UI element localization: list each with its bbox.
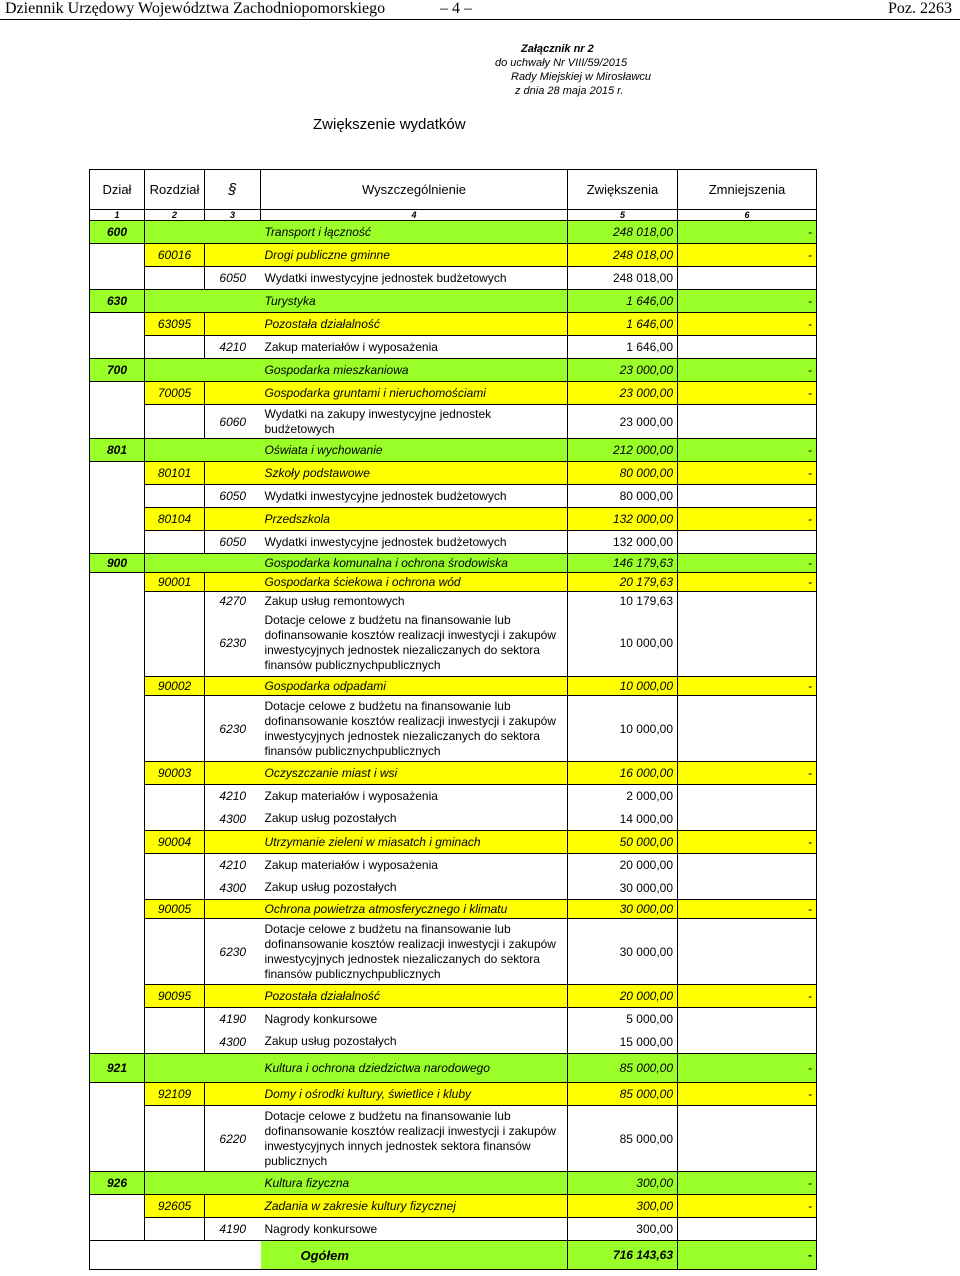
- decrease-value: [678, 592, 817, 611]
- rozdzial-row: [90, 831, 817, 854]
- header-divider: [0, 19, 960, 20]
- dzial-row: [90, 221, 817, 244]
- increase-value: 16 000,00: [568, 762, 678, 785]
- increase-value: 2 000,00: [568, 785, 678, 808]
- dzial-cell: [90, 877, 145, 900]
- decrease-value: [678, 808, 817, 831]
- paragraf-description: Zakup materiałów i wyposażenia: [261, 785, 568, 808]
- rozdzial-cell: [145, 221, 205, 244]
- paragraf-row: [90, 1008, 817, 1031]
- rozdzial-code: 90004: [145, 831, 205, 854]
- dzial-name: Kultura i ochrona dziedzictwa narodowego: [261, 1054, 568, 1083]
- decrease-value: [678, 1106, 817, 1172]
- dzial-row: [90, 554, 817, 573]
- dzial-cell: [90, 919, 145, 985]
- paragraf-cell: [205, 1054, 261, 1083]
- paragraf-cell: [205, 762, 261, 785]
- paragraf-row: [90, 336, 817, 359]
- dzial-code: 921: [90, 1054, 145, 1083]
- rozdzial-cell: [145, 877, 205, 900]
- rozdzial-cell: [145, 336, 205, 359]
- dzial-row: [90, 1172, 817, 1195]
- decrease-value: [678, 1031, 817, 1054]
- total-spacer: [90, 1241, 261, 1270]
- rozdzial-cell: [145, 854, 205, 877]
- dzial-code: 801: [90, 439, 145, 462]
- rozdzial-code: 90001: [145, 573, 205, 592]
- decrease-value: -: [678, 439, 817, 462]
- paragraf-description: Dotacje celowe z budżetu na finansowanie lub dofinansowanie kosztów realizacji inwestycji i zakupów inwestycyjnych innych jednostek sektora finansów publicznych: [261, 1106, 568, 1172]
- rozdzial-name: Gospodarka gruntami i nieruchomościami: [261, 382, 568, 405]
- increase-value: 20 000,00: [568, 985, 678, 1008]
- dzial-cell: [90, 1031, 145, 1054]
- paragraf-code: 6220: [205, 1106, 261, 1172]
- annex-number: Załącznik nr 2: [521, 43, 594, 55]
- paragraf-cell: [205, 462, 261, 485]
- paragraf-code: 4190: [205, 1218, 261, 1241]
- paragraf-description: Nagrody konkursowe: [261, 1008, 568, 1031]
- rozdzial-cell: [145, 405, 205, 439]
- increase-value: 80 000,00: [568, 462, 678, 485]
- table-header-row: [90, 170, 817, 210]
- paragraf-cell: [205, 359, 261, 382]
- increase-value: 10 179,63: [568, 592, 678, 611]
- rozdzial-cell: [145, 696, 205, 762]
- dzial-cell: [90, 1195, 145, 1218]
- journal-header: [0, 0, 960, 20]
- increase-value: 50 000,00: [568, 831, 678, 854]
- increase-value: 10 000,00: [568, 696, 678, 762]
- dzial-cell: [90, 382, 145, 405]
- decrease-value: -: [678, 1195, 817, 1218]
- paragraf-code: 4300: [205, 808, 261, 831]
- rozdzial-cell: [145, 439, 205, 462]
- rozdzial-cell: [145, 554, 205, 573]
- rozdzial-row: [90, 1195, 817, 1218]
- rozdzial-cell: [145, 611, 205, 677]
- increase-value: 248 018,00: [568, 267, 678, 290]
- dzial-row: [90, 290, 817, 313]
- paragraf-cell: [205, 1083, 261, 1106]
- dzial-cell: [90, 854, 145, 877]
- paragraf-code: 4210: [205, 336, 261, 359]
- page-title: Zwiększenie wydatków: [313, 116, 466, 133]
- paragraf-code: 6230: [205, 919, 261, 985]
- rozdzial-row: [90, 900, 817, 919]
- page-number: – 4 –: [440, 0, 472, 17]
- paragraf-row: [90, 808, 817, 831]
- rozdzial-code: 70005: [145, 382, 205, 405]
- paragraf-row: [90, 877, 817, 900]
- rozdzial-code: 92109: [145, 1083, 205, 1106]
- journal-title: Dziennik Urzędowy Województwa Zachodniopomorskiego: [5, 0, 386, 17]
- paragraf-code: 6050: [205, 485, 261, 508]
- dzial-cell: [90, 762, 145, 785]
- rozdzial-row: [90, 244, 817, 267]
- decrease-value: -: [678, 1083, 817, 1106]
- increase-value: 30 000,00: [568, 877, 678, 900]
- paragraf-description: Zakup usług pozostałych: [261, 877, 568, 900]
- paragraf-code: 4210: [205, 785, 261, 808]
- rozdzial-code: 90095: [145, 985, 205, 1008]
- paragraf-cell: [205, 439, 261, 462]
- dzial-cell: [90, 831, 145, 854]
- expenditure-table: [89, 169, 817, 1270]
- increase-value: 10 000,00: [568, 611, 678, 677]
- paragraf-description: Dotacje celowe z budżetu na finansowanie lub dofinansowanie kosztów realizacji inwestycji i zakupów inwestycyjnych jednostek niezaliczanych do sektora finansów publicznychpublicznych: [261, 611, 568, 677]
- paragraf-description: Wydatki na zakupy inwestycyjne jednostek budżetowych: [261, 405, 568, 439]
- annex-council: Rady Miejskiej w Mirosławcu: [511, 71, 651, 83]
- rozdzial-code: 90002: [145, 677, 205, 696]
- increase-value: 132 000,00: [568, 508, 678, 531]
- rozdzial-cell: [145, 1054, 205, 1083]
- decrease-value: [678, 267, 817, 290]
- paragraf-row: [90, 531, 817, 554]
- rozdzial-cell: [145, 1172, 205, 1195]
- dzial-cell: [90, 677, 145, 696]
- paragraf-cell: [205, 1172, 261, 1195]
- dzial-code: 926: [90, 1172, 145, 1195]
- paragraf-row: [90, 785, 817, 808]
- rozdzial-name: Drogi publiczne gminne: [261, 244, 568, 267]
- dzial-cell: [90, 696, 145, 762]
- dzial-cell: [90, 592, 145, 611]
- decrease-value: [678, 1218, 817, 1241]
- increase-value: 300,00: [568, 1195, 678, 1218]
- decrease-value: -: [678, 244, 817, 267]
- dzial-cell: [90, 508, 145, 531]
- col-opis: Wyszczególnienie: [261, 170, 568, 210]
- paragraf-code: 4300: [205, 877, 261, 900]
- dzial-code: 600: [90, 221, 145, 244]
- decrease-value: [678, 485, 817, 508]
- decrease-value: -: [678, 900, 817, 919]
- paragraf-row: [90, 405, 817, 439]
- paragraf-code: 4270: [205, 592, 261, 611]
- paragraf-cell: [205, 1195, 261, 1218]
- decrease-value: [678, 696, 817, 762]
- dzial-code: 900: [90, 554, 145, 573]
- decrease-value: [678, 854, 817, 877]
- rozdzial-cell: [145, 592, 205, 611]
- rozdzial-code: 90003: [145, 762, 205, 785]
- col-number: 4: [261, 210, 568, 221]
- paragraf-row: [90, 1106, 817, 1172]
- dzial-name: Turystyka: [261, 290, 568, 313]
- col-number: 2: [145, 210, 205, 221]
- dzial-name: Gospodarka mieszkaniowa: [261, 359, 568, 382]
- dzial-name: Transport i łączność: [261, 221, 568, 244]
- decrease-value: -: [678, 554, 817, 573]
- increase-value: 23 000,00: [568, 405, 678, 439]
- annex-note: [495, 42, 651, 98]
- increase-value: 85 000,00: [568, 1106, 678, 1172]
- paragraf-row: [90, 854, 817, 877]
- rozdzial-cell: [145, 1106, 205, 1172]
- decrease-value: -: [678, 1054, 817, 1083]
- decrease-value: -: [678, 573, 817, 592]
- rozdzial-cell: [145, 1218, 205, 1241]
- paragraf-cell: [205, 508, 261, 531]
- rozdzial-name: Domy i ośrodki kultury, świetlice i kluby: [261, 1083, 568, 1106]
- paragraf-cell: [205, 831, 261, 854]
- rozdzial-name: Przedszkola: [261, 508, 568, 531]
- rozdzial-row: [90, 462, 817, 485]
- dzial-cell: [90, 462, 145, 485]
- increase-value: 23 000,00: [568, 382, 678, 405]
- rozdzial-cell: [145, 359, 205, 382]
- paragraf-description: Dotacje celowe z budżetu na finansowanie lub dofinansowanie kosztów realizacji inwestycji i zakupów inwestycyjnych jednostek niezaliczanych do sektora finansów publicznychpublicznych: [261, 696, 568, 762]
- rozdzial-row: [90, 985, 817, 1008]
- increase-value: 248 018,00: [568, 221, 678, 244]
- rozdzial-name: Gospodarka odpadami: [261, 677, 568, 696]
- paragraf-row: [90, 696, 817, 762]
- dzial-cell: [90, 1008, 145, 1031]
- increase-value: 300,00: [568, 1172, 678, 1195]
- dzial-cell: [90, 1218, 145, 1241]
- paragraf-code: 6050: [205, 531, 261, 554]
- dzial-cell: [90, 336, 145, 359]
- paragraf-description: Zakup materiałów i wyposażenia: [261, 854, 568, 877]
- dzial-row: [90, 439, 817, 462]
- decrease-value: [678, 785, 817, 808]
- increase-value: 30 000,00: [568, 919, 678, 985]
- table-body: [90, 221, 817, 1241]
- decrease-value: -: [678, 985, 817, 1008]
- increase-value: 85 000,00: [568, 1083, 678, 1106]
- decrease-value: -: [678, 382, 817, 405]
- decrease-value: -: [678, 762, 817, 785]
- col-rozdzial: Rozdział: [145, 170, 205, 210]
- paragraf-description: Nagrody konkursowe: [261, 1218, 568, 1241]
- paragraf-cell: [205, 382, 261, 405]
- rozdzial-cell: [145, 267, 205, 290]
- paragraf-cell: [205, 554, 261, 573]
- increase-value: 14 000,00: [568, 808, 678, 831]
- paragraf-cell: [205, 900, 261, 919]
- increase-value: 80 000,00: [568, 485, 678, 508]
- increase-value: 20 000,00: [568, 854, 678, 877]
- paragraf-description: Zakup materiałów i wyposażenia: [261, 336, 568, 359]
- paragraf-row: [90, 592, 817, 611]
- decrease-value: [678, 919, 817, 985]
- decrease-value: -: [678, 290, 817, 313]
- rozdzial-row: [90, 762, 817, 785]
- paragraf-cell: [205, 677, 261, 696]
- paragraf-code: 6060: [205, 405, 261, 439]
- increase-value: 15 000,00: [568, 1031, 678, 1054]
- dzial-name: Gospodarka komunalna i ochrona środowiska: [261, 554, 568, 573]
- col-zmniejszenia: Zmniejszenia: [678, 170, 817, 210]
- decrease-value: -: [678, 1172, 817, 1195]
- dzial-cell: [90, 405, 145, 439]
- dzial-cell: [90, 900, 145, 919]
- paragraf-description: Dotacje celowe z budżetu na finansowanie lub dofinansowanie kosztów realizacji inwestycji i zakupów inwestycyjnych jednostek niezaliczanych do sektora finansów publicznychpublicznych: [261, 919, 568, 985]
- dzial-code: 630: [90, 290, 145, 313]
- rozdzial-code: 63095: [145, 313, 205, 336]
- paragraf-cell: [205, 313, 261, 336]
- increase-value: 1 646,00: [568, 290, 678, 313]
- total-row: [90, 1241, 817, 1270]
- decrease-value: -: [678, 462, 817, 485]
- paragraf-code: 4210: [205, 854, 261, 877]
- paragraf-row: [90, 1218, 817, 1241]
- paragraf-description: Wydatki inwestycyjne jednostek budżetowych: [261, 267, 568, 290]
- dzial-name: Kultura fizyczna: [261, 1172, 568, 1195]
- increase-value: 300,00: [568, 1218, 678, 1241]
- paragraf-cell: [205, 244, 261, 267]
- increase-value: 85 000,00: [568, 1054, 678, 1083]
- dzial-cell: [90, 1106, 145, 1172]
- increase-value: 10 000,00: [568, 677, 678, 696]
- rozdzial-code: 80101: [145, 462, 205, 485]
- rozdzial-name: Gospodarka ściekowa i ochrona wód: [261, 573, 568, 592]
- decrease-value: [678, 611, 817, 677]
- dzial-row: [90, 1054, 817, 1083]
- col-number: 6: [678, 210, 817, 221]
- rozdzial-row: [90, 573, 817, 592]
- total-increase: 716 143,63: [568, 1241, 678, 1270]
- increase-value: 132 000,00: [568, 531, 678, 554]
- increase-value: 1 646,00: [568, 313, 678, 336]
- annex-resolution: do uchwały Nr VIII/59/2015: [495, 57, 628, 69]
- increase-value: 30 000,00: [568, 900, 678, 919]
- increase-value: 1 646,00: [568, 336, 678, 359]
- col-number: 5: [568, 210, 678, 221]
- rozdzial-cell: [145, 290, 205, 313]
- dzial-cell: [90, 985, 145, 1008]
- dzial-cell: [90, 313, 145, 336]
- rozdzial-name: Pozostała działalność: [261, 985, 568, 1008]
- decrease-value: [678, 877, 817, 900]
- increase-value: 212 000,00: [568, 439, 678, 462]
- rozdzial-name: Ochrona powietrza atmosferycznego i klimatu: [261, 900, 568, 919]
- rozdzial-cell: [145, 1008, 205, 1031]
- decrease-value: -: [678, 508, 817, 531]
- paragraf-description: Wydatki inwestycyjne jednostek budżetowych: [261, 485, 568, 508]
- col-number: 3: [205, 210, 261, 221]
- rozdzial-name: Szkoły podstawowe: [261, 462, 568, 485]
- paragraf-row: [90, 919, 817, 985]
- paragraf-description: Zakup usług remontowych: [261, 592, 568, 611]
- decrease-value: [678, 531, 817, 554]
- paragraf-row: [90, 485, 817, 508]
- dzial-cell: [90, 244, 145, 267]
- paragraf-description: Zakup usług pozostałych: [261, 808, 568, 831]
- rozdzial-cell: [145, 785, 205, 808]
- decrease-value: -: [678, 313, 817, 336]
- increase-value: 20 179,63: [568, 573, 678, 592]
- column-number-row: [90, 210, 817, 221]
- decrease-value: -: [678, 359, 817, 382]
- col-paragraf: §: [205, 170, 261, 210]
- paragraf-description: Wydatki inwestycyjne jednostek budżetowych: [261, 531, 568, 554]
- rozdzial-code: 60016: [145, 244, 205, 267]
- paragraf-row: [90, 611, 817, 677]
- rozdzial-code: 90005: [145, 900, 205, 919]
- annex-date: z dnia 28 maja 2015 r.: [515, 85, 624, 97]
- decrease-value: [678, 1008, 817, 1031]
- paragraf-cell: [205, 221, 261, 244]
- increase-value: 146 179,63: [568, 554, 678, 573]
- paragraf-row: [90, 1031, 817, 1054]
- rozdzial-code: 80104: [145, 508, 205, 531]
- dzial-cell: [90, 785, 145, 808]
- paragraf-description: Zakup usług pozostałych: [261, 1031, 568, 1054]
- dzial-cell: [90, 808, 145, 831]
- rozdzial-cell: [145, 808, 205, 831]
- total-label: Ogółem: [261, 1241, 568, 1270]
- dzial-cell: [90, 611, 145, 677]
- col-dzial: Dział: [90, 170, 145, 210]
- rozdzial-name: Oczyszczanie miast i wsi: [261, 762, 568, 785]
- paragraf-code: 6230: [205, 696, 261, 762]
- dzial-cell: [90, 573, 145, 592]
- paragraf-cell: [205, 985, 261, 1008]
- rozdzial-row: [90, 313, 817, 336]
- paragraf-code: 4190: [205, 1008, 261, 1031]
- rozdzial-row: [90, 382, 817, 405]
- col-zwiekszenia: Zwiększenia: [568, 170, 678, 210]
- decrease-value: [678, 405, 817, 439]
- rozdzial-name: Pozostała działalność: [261, 313, 568, 336]
- total-decrease: -: [678, 1241, 817, 1270]
- increase-value: 5 000,00: [568, 1008, 678, 1031]
- increase-value: 248 018,00: [568, 244, 678, 267]
- rozdzial-cell: [145, 531, 205, 554]
- dzial-cell: [90, 267, 145, 290]
- decrease-value: -: [678, 221, 817, 244]
- decrease-value: [678, 336, 817, 359]
- decrease-value: -: [678, 831, 817, 854]
- paragraf-cell: [205, 573, 261, 592]
- rozdzial-cell: [145, 485, 205, 508]
- rozdzial-code: 92605: [145, 1195, 205, 1218]
- decrease-value: -: [678, 677, 817, 696]
- rozdzial-cell: [145, 919, 205, 985]
- paragraf-row: [90, 267, 817, 290]
- rozdzial-name: Zadania w zakresie kultury fizycznej: [261, 1195, 568, 1218]
- col-number: 1: [90, 210, 145, 221]
- dzial-name: Oświata i wychowanie: [261, 439, 568, 462]
- dzial-cell: [90, 485, 145, 508]
- dzial-code: 700: [90, 359, 145, 382]
- rozdzial-name: Utrzymanie zieleni w miasatch i gminach: [261, 831, 568, 854]
- position-number: Poz. 2263: [888, 0, 952, 17]
- dzial-row: [90, 359, 817, 382]
- rozdzial-row: [90, 677, 817, 696]
- rozdzial-row: [90, 1083, 817, 1106]
- paragraf-cell: [205, 290, 261, 313]
- rozdzial-cell: [145, 1031, 205, 1054]
- paragraf-code: 6230: [205, 611, 261, 677]
- dzial-cell: [90, 1083, 145, 1106]
- paragraf-code: 4300: [205, 1031, 261, 1054]
- increase-value: 23 000,00: [568, 359, 678, 382]
- dzial-cell: [90, 531, 145, 554]
- rozdzial-row: [90, 508, 817, 531]
- paragraf-code: 6050: [205, 267, 261, 290]
